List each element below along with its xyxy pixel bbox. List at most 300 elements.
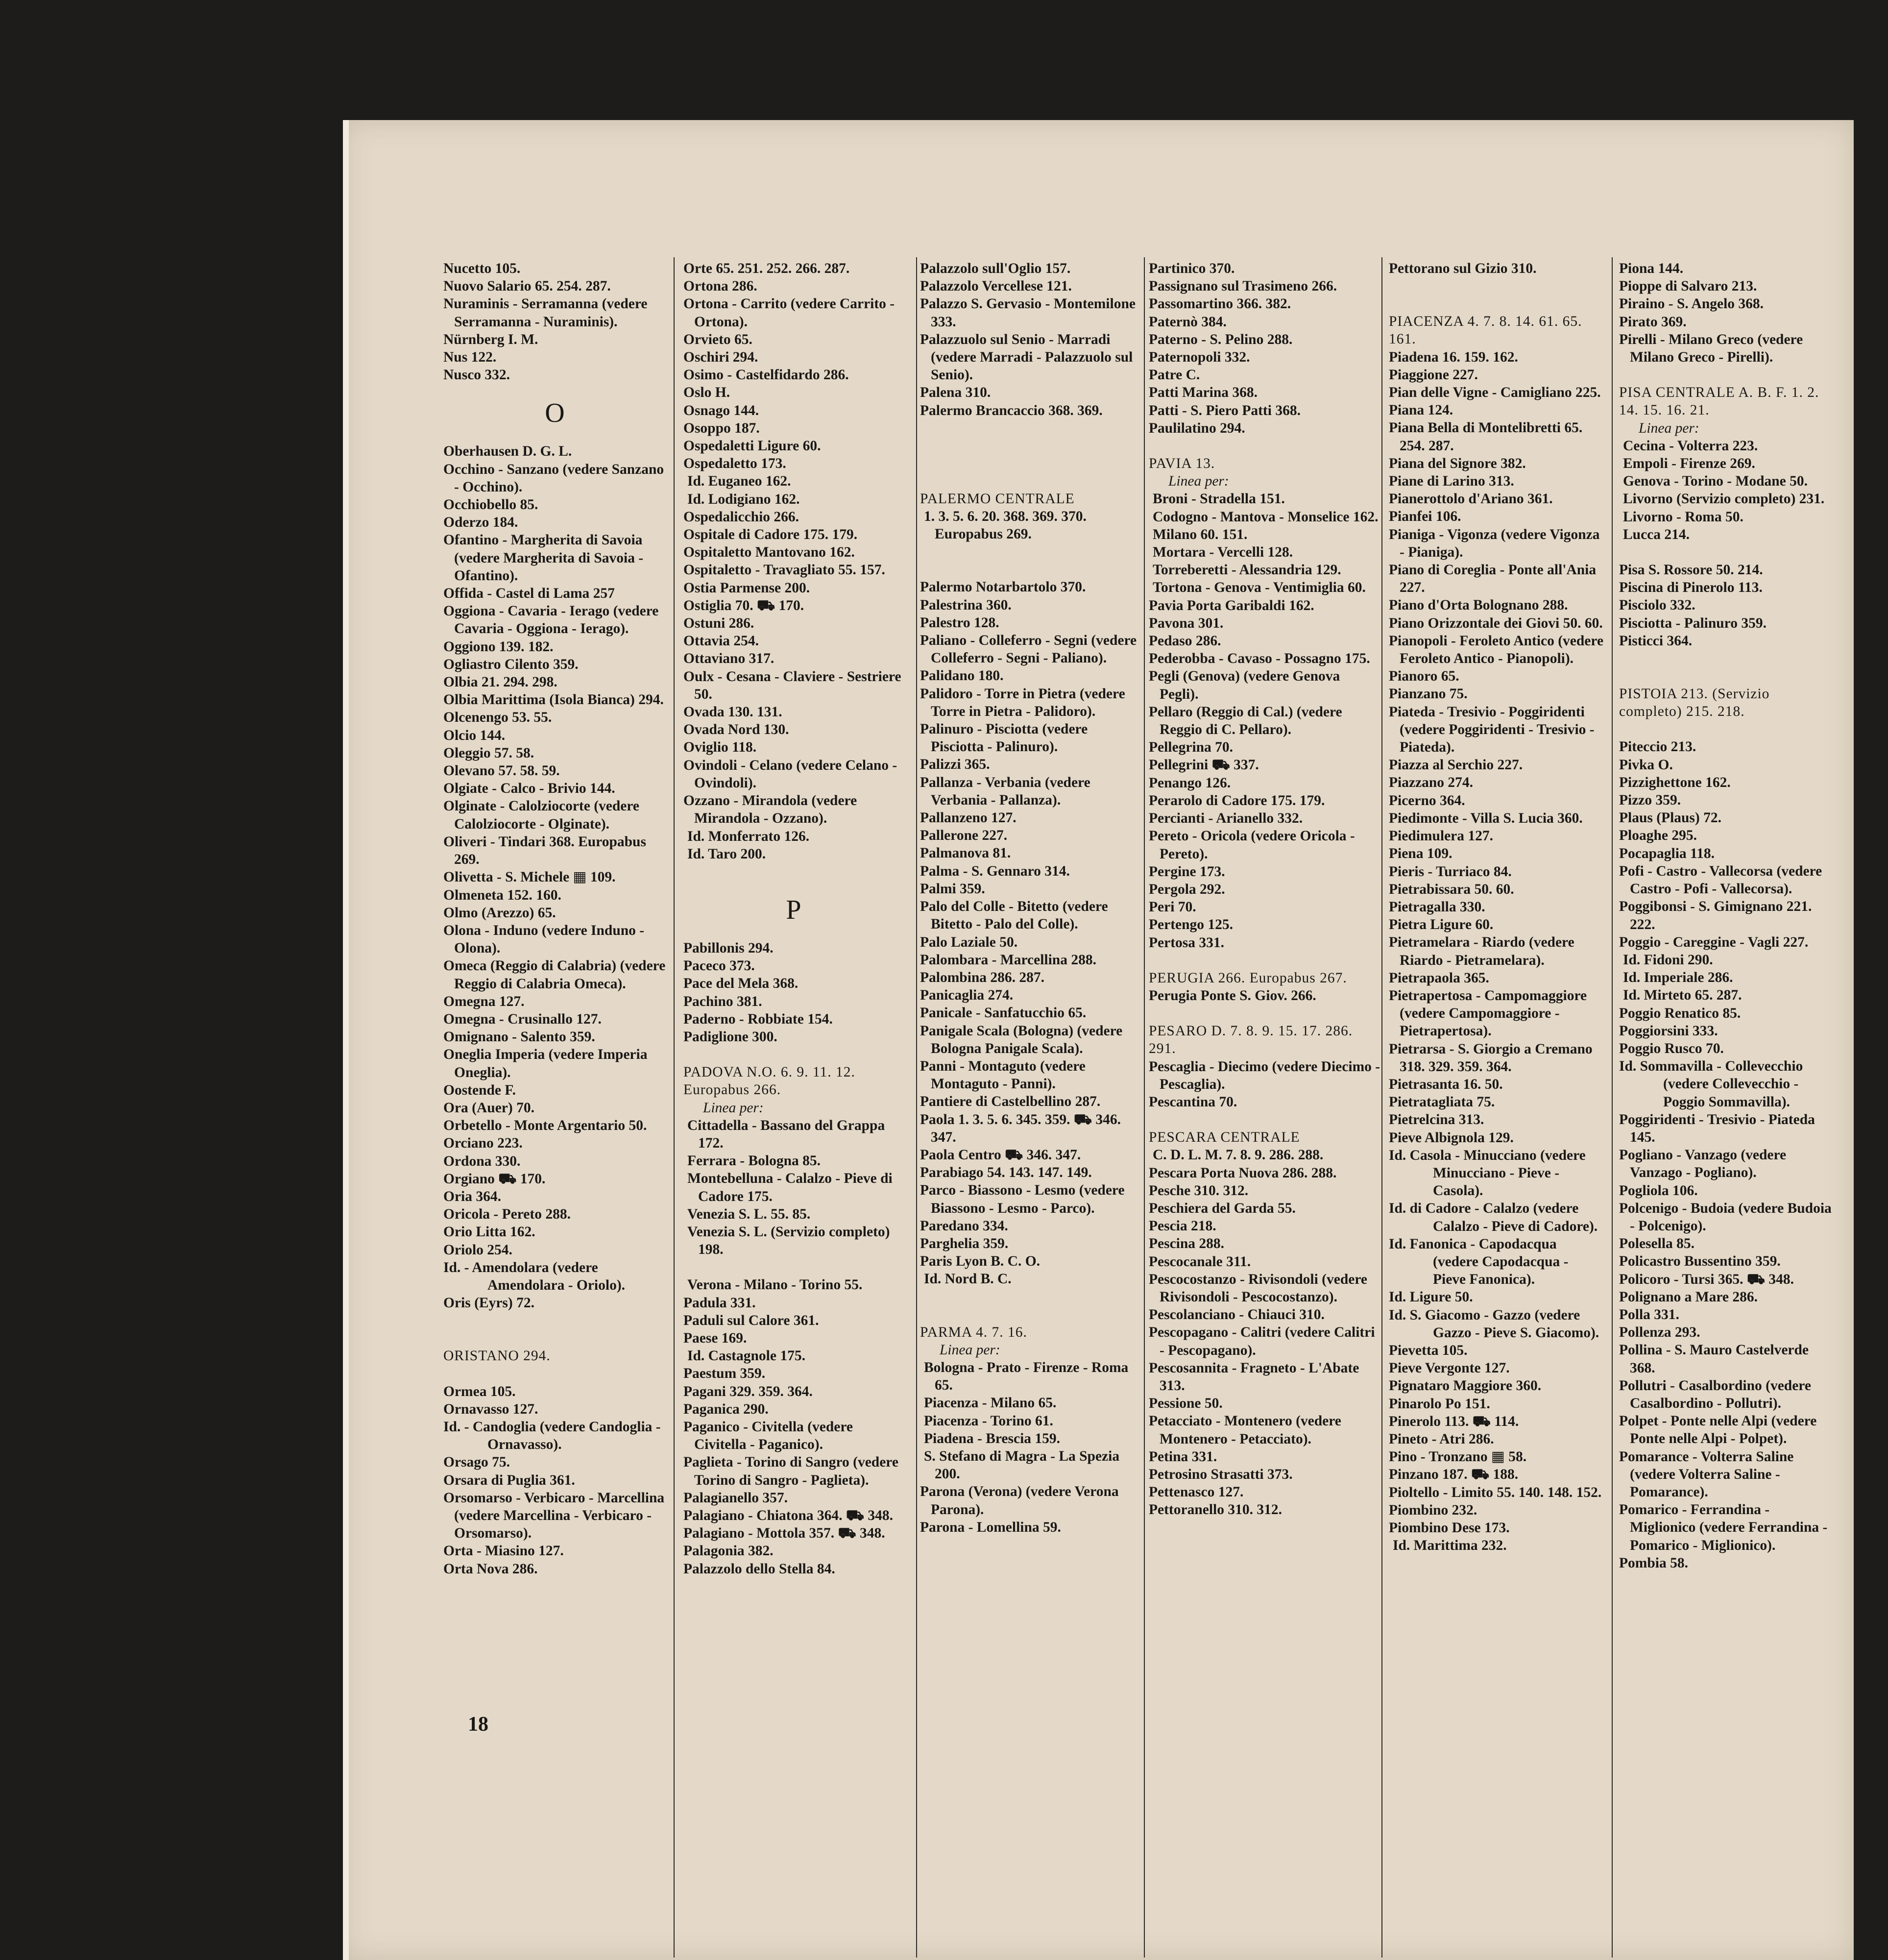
index-entry: Pietrapertosa - Campomaggiore (vedere Campomaggiore - Pietrapertosa). xyxy=(1389,987,1587,1039)
spacer xyxy=(1149,952,1381,969)
index-entry: Palazzo S. Gervasio - Montemilone 333. xyxy=(920,296,1136,330)
station-heading: PIACENZA 4. 7. 8. 14. 61. 65. 161. xyxy=(1389,314,1582,347)
index-entry: Orio Litta 162. xyxy=(443,1224,535,1240)
index-entry: Tortona - Genova - Ventimiglia 60. xyxy=(1153,580,1366,596)
index-column-1 xyxy=(443,260,666,1578)
column-rule xyxy=(916,257,917,1958)
index-entry: Piana Bella di Montelibretti 65. 254. 287. xyxy=(1389,420,1583,454)
index-entry: Pietragalla 330. xyxy=(1389,899,1485,915)
index-entry: Policoro - Tursi 365. ⛟ 348. xyxy=(1619,1271,1794,1287)
index-entry: Pavia Porta Garibaldi 162. xyxy=(1149,597,1314,613)
spacer xyxy=(1149,1004,1381,1022)
index-entry: Parco - Biassono - Lesmo (vedere Biassono - Lesmo - Parco). xyxy=(920,1182,1125,1216)
index-entry: Pesche 310. 312. xyxy=(1149,1182,1249,1199)
index-entry: Piena 109. xyxy=(1389,846,1452,862)
index-entry: Nucetto 105. xyxy=(443,261,521,276)
index-entry: Piano Orizzontale dei Giovi 50. 60. xyxy=(1389,615,1603,631)
index-entry: Oneglia Imperia (vedere Imperia Oneglia). xyxy=(443,1047,648,1080)
index-entry: Pescocostanzo - Rivisondoli (vedere Rivisondoli - Pescocostanzo). xyxy=(1149,1271,1367,1305)
index-entry: Pederobba - Cavaso - Possagno 175. xyxy=(1149,651,1370,667)
index-entry: Pivka O. xyxy=(1619,757,1673,773)
index-entry: Pollina - S. Mauro Castelverde 368. xyxy=(1619,1342,1809,1376)
index-entry: Pellegrina 70. xyxy=(1149,739,1234,756)
index-entry: Offida - Castel di Lama 257 xyxy=(443,586,615,602)
index-entry: Pietramelara - Riardo (vedere Riardo - Pietramelara). xyxy=(1389,934,1574,968)
index-entry: Padiglione 300. xyxy=(683,1029,777,1045)
index-entry: Paese 169. xyxy=(683,1330,747,1346)
index-entry: Olevano 57. 58. 59. xyxy=(443,763,560,779)
index-entry: Piano d'Orta Bolognano 288. xyxy=(1389,597,1568,613)
index-entry: Nuovo Salario 65. 254. 287. xyxy=(443,278,611,294)
index-entry: Orte 65. 251. 252. 266. 287. xyxy=(683,261,850,276)
index-entry: Palinuro - Pisciotta (vedere Pisciotta - Palinuro). xyxy=(920,721,1088,755)
index-entry: Pescara Porta Nuova 286. 288. xyxy=(1149,1165,1337,1181)
station-heading: PESARO D. 7. 8. 9. 15. 17. 286. 291. xyxy=(1149,1023,1353,1057)
index-entry: Palo Laziale 50. xyxy=(920,934,1018,950)
index-entry: Ovada 130. 131. xyxy=(683,704,782,720)
index-entry: Pomarico - Ferrandina - Miglionico (vedere Ferrandina - Pomarico - Miglionico). xyxy=(1619,1502,1828,1553)
index-entry: Pietrapaola 365. xyxy=(1389,970,1489,986)
index-entry: Paduli sul Calore 361. xyxy=(683,1312,819,1328)
index-entry: Ostia Parmense 200. xyxy=(683,580,810,596)
index-entry: Panni - Montaguto (vedere Montaguto - Panni). xyxy=(920,1058,1086,1092)
index-entry: Partinico 370. xyxy=(1149,261,1235,276)
index-entry: Pinzano 187. ⛟ 188. xyxy=(1389,1467,1519,1483)
index-entry: Pieve Vergonte 127. xyxy=(1389,1360,1510,1376)
index-entry: Pian delle Vigne - Camigliano 225. xyxy=(1389,385,1601,401)
line-label: Linea per: xyxy=(940,1342,1000,1358)
index-entry: Livorno - Roma 50. xyxy=(1623,509,1743,525)
index-entry: Pioppe di Salvaro 213. xyxy=(1619,278,1757,294)
index-entry: Pallerone 227. xyxy=(920,828,1008,844)
index-entry: Id. di Cadore - Calalzo (vedere Calalzo - Pieve di Cadore). xyxy=(1389,1200,1598,1234)
spacer xyxy=(683,863,904,881)
index-entry: Peri 70. xyxy=(1149,899,1196,915)
index-entry: Olginate - Calolziocorte (vedere Calolziocorte - Olginate). xyxy=(443,798,640,832)
index-entry: Poggiorsini 333. xyxy=(1619,1023,1718,1039)
index-entry: Palmi 359. xyxy=(920,881,985,897)
index-entry: Pianzano 75. xyxy=(1389,686,1468,702)
index-entry: Pofi - Castro - Vallecorsa (vedere Castro - Pofi - Vallecorsa). xyxy=(1619,863,1822,897)
index-entry: Pace del Mela 368. xyxy=(683,976,799,992)
index-entry: Poggio - Careggine - Vagli 227. xyxy=(1619,934,1809,950)
index-entry: Piedimonte - Villa S. Lucia 360. xyxy=(1389,810,1583,826)
spacer xyxy=(1149,437,1381,455)
index-entry: S. Stefano di Magra - La Spezia 200. xyxy=(924,1448,1120,1482)
index-entry: Paliano - Colleferro - Segni (vedere Colleferro - Segni - Paliano). xyxy=(920,633,1137,666)
index-entry: Orsara di Puglia 361. xyxy=(443,1472,575,1488)
index-entry: Penango 126. xyxy=(1149,775,1231,791)
index-entry: Piazzano 274. xyxy=(1389,775,1474,791)
index-entry: Pergola 292. xyxy=(1149,881,1225,897)
index-entry: Ferrara - Bologna 85. xyxy=(687,1153,821,1169)
index-entry: Ospedalicchio 266. xyxy=(683,509,799,525)
index-entry: Pisticci 364. xyxy=(1619,633,1693,649)
index-entry: Pieris - Turriaco 84. xyxy=(1389,863,1512,880)
index-entry: Panicale - Sanfatucchio 65. xyxy=(920,1005,1087,1021)
index-entry: Orta Nova 286. xyxy=(443,1561,538,1577)
section-letter: P xyxy=(786,894,801,925)
spacer xyxy=(1389,277,1604,313)
index-entry: Palazzolo dello Stella 84. xyxy=(683,1561,835,1577)
index-entry: Empoli - Firenze 269. xyxy=(1623,456,1755,472)
index-entry: Ospitaletto Mantovano 162. xyxy=(683,544,855,561)
index-entry: Pianiga - Vigonza (vedere Vigonza - Pianiga). xyxy=(1389,526,1600,560)
index-entry: Orbetello - Monte Argentario 50. xyxy=(443,1118,647,1134)
index-entry: Olivetta - S. Michele ▦ 109. xyxy=(443,869,616,885)
index-entry: Id. Monferrato 126. xyxy=(687,828,810,844)
index-entry: Paglieta - Torino di Sangro (vedere Torino di Sangro - Paglieta). xyxy=(683,1454,898,1488)
spacer xyxy=(683,1258,904,1276)
index-entry: Broni - Stradella 151. xyxy=(1153,491,1285,507)
spacer xyxy=(443,1365,666,1383)
index-entry: Mortara - Vercelli 128. xyxy=(1153,544,1293,561)
index-entry: Pettorano sul Gizio 310. xyxy=(1389,261,1537,276)
index-entry: Palombina 286. 287. xyxy=(920,969,1045,985)
index-entry: Palermo Notarbartolo 370. xyxy=(920,579,1086,595)
index-entry: Ospedaletto 173. xyxy=(683,456,786,472)
index-entry: 1. 3. 5. 6. 20. 368. 369. 370. Europabus 269. xyxy=(924,509,1087,542)
index-entry: Pescantina 70. xyxy=(1149,1094,1237,1110)
page-edge xyxy=(343,120,349,1960)
index-entry: Olmo (Arezzo) 65. xyxy=(443,905,556,921)
index-entry: Paterno - S. Pelino 288. xyxy=(1149,331,1293,347)
index-entry: Ozzano - Mirandola (vedere Mirandola - Ozzano). xyxy=(683,793,857,827)
index-entry: Pessione 50. xyxy=(1149,1396,1223,1412)
index-entry: Piedimulera 127. xyxy=(1389,828,1494,844)
index-entry: Pogliano - Vanzago (vedere Vanzago - Pogliano). xyxy=(1619,1147,1787,1181)
index-entry: Olgiate - Calco - Brivio 144. xyxy=(443,781,615,797)
index-entry: Pogliola 106. xyxy=(1619,1182,1698,1199)
index-entry: Pievetta 105. xyxy=(1389,1342,1468,1358)
index-entry: Pegli (Genova) (vedere Genova Pegli). xyxy=(1149,668,1340,702)
index-entry: Id. Euganeo 162. xyxy=(687,473,791,490)
index-entry: Panicaglia 274. xyxy=(920,987,1014,1004)
index-entry: Paris Lyon B. C. O. xyxy=(920,1253,1041,1270)
index-entry: Ora (Auer) 70. xyxy=(443,1100,534,1116)
index-entry: Palidoro - Torre in Pietra (vedere Torre in Pietra - Palidoro). xyxy=(920,686,1125,719)
index-entry: Parona (Verona) (vedere Verona Parona). xyxy=(920,1484,1119,1518)
index-entry: Oliveri - Tindari 368. Europabus 269. xyxy=(443,833,646,868)
index-entry: Orciano 223. xyxy=(443,1135,523,1152)
index-entry: Palagianello 357. xyxy=(683,1490,788,1506)
index-entry: Ormea 105. xyxy=(443,1383,516,1399)
index-entry: Olcio 144. xyxy=(443,727,506,743)
index-entry: Ogliastro Cilento 359. xyxy=(443,656,579,672)
index-entry: Oggiono 139. 182. xyxy=(443,638,554,655)
index-entry: Poggio Rusco 70. xyxy=(1619,1040,1724,1056)
station-heading: PAVIA 13. xyxy=(1149,456,1215,472)
index-entry: Pettenasco 127. xyxy=(1149,1484,1244,1500)
index-entry: Nus 122. xyxy=(443,349,497,366)
index-entry: Pisa S. Rossore 50. 214. xyxy=(1619,562,1763,578)
index-entry: Osoppo 187. xyxy=(683,420,760,436)
index-entry: Pescosannita - Fragneto - L'Abate 313. xyxy=(1149,1360,1359,1394)
index-entry: Pioltello - Limito 55. 140. 148. 152. xyxy=(1389,1484,1602,1500)
index-entry: Pieve Albignola 129. xyxy=(1389,1129,1514,1146)
index-entry: Pellegrini ⛟ 337. xyxy=(1149,757,1259,773)
index-entry: Id. Fanonica - Capodacqua (vedere Capodacqua - Pieve Fanonica). xyxy=(1389,1236,1569,1288)
index-entry: Id. Taro 200. xyxy=(687,846,766,862)
spacer xyxy=(1619,366,1835,384)
index-entry: Orta - Miasino 127. xyxy=(443,1543,564,1559)
index-entry: Genova - Torino - Modane 50. xyxy=(1623,473,1808,490)
index-entry: C. D. L. M. 7. 8. 9. 286. 288. xyxy=(1153,1147,1324,1163)
index-entry: Pombia 58. xyxy=(1619,1555,1688,1571)
index-entry: Piacenza - Milano 65. xyxy=(924,1395,1057,1411)
index-entry: Petacciato - Montenero (vedere Montenero - Petacciato). xyxy=(1149,1413,1341,1447)
index-entry: Paola Centro ⛟ 346. 347. xyxy=(920,1147,1081,1163)
index-entry: Pietrabissara 50. 60. xyxy=(1389,881,1514,897)
index-entry: Pomarance - Volterra Saline (vedere Volterra Saline - Pomarance). xyxy=(1619,1448,1794,1500)
index-entry: Passomartino 366. 382. xyxy=(1149,296,1291,312)
index-entry: Orgiano ⛟ 170. xyxy=(443,1171,546,1187)
index-entry: Plaus (Plaus) 72. xyxy=(1619,810,1721,826)
line-label: Linea per: xyxy=(703,1100,764,1116)
index-entry: Ottavia 254. xyxy=(683,633,759,649)
index-entry: Ploaghe 295. xyxy=(1619,828,1697,844)
index-entry: Policastro Bussentino 359. xyxy=(1619,1253,1781,1270)
index-entry: Pisciolo 332. xyxy=(1619,597,1695,613)
index-entry: Venezia S. L. 55. 85. xyxy=(687,1206,811,1222)
index-entry: Palagiano - Chiatona 364. ⛟ 348. xyxy=(683,1508,894,1523)
station-heading: PISA CENTRALE A. B. F. 1. 2. 14. 15. 16. 21. xyxy=(1619,385,1819,418)
index-entry: Id. Mirteto 65. 287. xyxy=(1623,987,1742,1004)
index-entry: Pescolanciano - Chiauci 310. xyxy=(1149,1307,1325,1323)
index-entry: Pinerolo 113. ⛟ 114. xyxy=(1389,1413,1519,1429)
index-entry: Piano di Coreglia - Ponte all'Ania 227. xyxy=(1389,562,1597,596)
index-entry: Ortona - Carrito (vedere Carrito - Ortona). xyxy=(683,296,895,330)
index-entry: Pedaso 286. xyxy=(1149,633,1221,649)
index-entry: Pavona 301. xyxy=(1149,615,1224,631)
index-entry: Pianerottolo d'Ariano 361. xyxy=(1389,491,1553,507)
index-entry: Omignano - Salento 359. xyxy=(443,1029,595,1045)
index-entry: Pietratagliata 75. xyxy=(1389,1094,1495,1110)
index-entry: Pescia 218. xyxy=(1149,1218,1216,1234)
index-entry: Pertosa 331. xyxy=(1149,934,1225,951)
index-entry: Nusco 332. xyxy=(443,367,510,383)
index-entry: Pineto - Atri 286. xyxy=(1389,1431,1494,1447)
index-entry: Milano 60. 151. xyxy=(1153,526,1248,542)
index-entry: Piadena - Brescia 159. xyxy=(924,1430,1061,1446)
index-entry: Oleggio 57. 58. xyxy=(443,745,534,761)
index-entry: Pizzo 359. xyxy=(1619,792,1681,808)
line-label: Linea per: xyxy=(1639,420,1699,436)
spacer xyxy=(920,1288,1143,1323)
index-entry: Pianfei 106. xyxy=(1389,509,1461,525)
index-entry: Omeca (Reggio di Calabria) (vedere Reggio di Calabria Omeca). xyxy=(443,958,666,992)
index-entry: Polignano a Mare 286. xyxy=(1619,1289,1758,1305)
index-entry: Id. Casola - Minucciano (vedere Minucciano - Pieve - Casola). xyxy=(1389,1147,1586,1199)
index-entry: Oviglio 118. xyxy=(683,739,757,756)
index-entry: Ostuni 286. xyxy=(683,615,754,632)
spacer xyxy=(920,419,1143,455)
index-entry: Pescina 288. xyxy=(1149,1236,1225,1252)
index-entry: Piazza al Serchio 227. xyxy=(1389,757,1523,773)
index-entry: Oris (Eyrs) 72. xyxy=(443,1295,534,1311)
index-entry: Oderzo 184. xyxy=(443,514,518,531)
spacer xyxy=(1619,650,1835,685)
column-rule xyxy=(1144,257,1145,1958)
index-entry: Ospitale di Cadore 175. 179. xyxy=(683,527,858,543)
index-entry: Palmanova 81. xyxy=(920,845,1011,861)
index-entry: Id. S. Giacomo - Gazzo (vedere Gazzo - Pieve S. Giacomo). xyxy=(1389,1307,1599,1341)
index-entry: Nuraminis - Serramanna (vedere Serramanna - Nuraminis). xyxy=(443,296,648,330)
index-entry: Pereto - Oricola (vedere Oricola - Pereto). xyxy=(1149,828,1355,862)
station-heading: PISTOIA 213. (Servizio completo) 215. 218. xyxy=(1619,686,1770,720)
index-entry: Venezia S. L. (Servizio completo) 198. xyxy=(687,1224,890,1258)
index-entry: Panigale Scala (Bologna) (vedere Bologna Panigale Scala). xyxy=(920,1023,1123,1056)
index-entry: Palena 310. xyxy=(920,385,991,401)
index-entry: Cecina - Volterra 223. xyxy=(1623,438,1758,454)
index-entry: Ospitaletto - Travagliato 55. 157. xyxy=(683,562,885,578)
index-entry: Id. Sommavilla - Collevecchio (vedere Collevecchio - Poggio Sommavilla). xyxy=(1619,1058,1803,1110)
index-entry: Paola 1. 3. 5. 6. 345. 359. ⛟ 346. 347. xyxy=(920,1111,1121,1145)
index-entry: Paternopoli 332. xyxy=(1149,349,1250,366)
index-column-6 xyxy=(1619,260,1835,1572)
index-entry: Oricola - Pereto 288. xyxy=(443,1206,571,1223)
index-column-3 xyxy=(920,260,1143,1536)
index-entry: Palermo Brancaccio 368. 369. xyxy=(920,402,1103,418)
index-entry: Olbia Marittima (Isola Bianca) 294. xyxy=(443,692,664,708)
index-entry: Pietrasanta 16. 50. xyxy=(1389,1076,1503,1092)
spacer xyxy=(920,455,1143,490)
index-entry: Pergine 173. xyxy=(1149,863,1225,880)
index-entry: Pescopagano - Calitri (vedere Calitri - Pescopagano). xyxy=(1149,1324,1375,1358)
index-entry: Ordona 330. xyxy=(443,1153,521,1169)
index-entry: Id. Ligure 50. xyxy=(1389,1289,1473,1305)
index-entry: Pellaro (Reggio di Cal.) (vedere Reggio di C. Pellaro). xyxy=(1149,704,1342,738)
index-entry: Codogno - Mantova - Monselice 162. xyxy=(1153,509,1379,525)
index-entry: Polla 331. xyxy=(1619,1306,1679,1323)
index-entry: Oulx - Cesana - Claviere - Sestriere 50. xyxy=(683,668,901,702)
index-entry: Percianti - Arianello 332. xyxy=(1149,810,1303,827)
station-heading: PESCARA CENTRALE xyxy=(1149,1129,1300,1146)
index-entry: Patre C. xyxy=(1149,367,1200,383)
index-entry: Pagani 329. 359. 364. xyxy=(683,1383,813,1399)
index-entry: Pollenza 293. xyxy=(1619,1324,1700,1341)
index-entry: Occhino - Sanzano (vedere Sanzano - Occhino). xyxy=(443,461,664,495)
index-entry: Ospedaletti Ligure 60. xyxy=(683,438,821,454)
index-entry: Pertengo 125. xyxy=(1149,917,1234,933)
index-entry: Patti Marina 368. xyxy=(1149,385,1258,401)
index-entry: Polesella 85. xyxy=(1619,1236,1695,1252)
index-entry: Poggiridenti - Tresivio - Piateda 145. xyxy=(1619,1111,1815,1145)
index-entry: Pachino 381. xyxy=(683,993,762,1009)
index-entry: Id. Imperiale 286. xyxy=(1623,970,1733,986)
index-entry: Montebelluna - Calalzo - Pieve di Cadore 175. xyxy=(687,1171,893,1204)
index-entry: Olbia 21. 294. 298. xyxy=(443,674,557,690)
index-entry: Ofantino - Margherita di Savoia (vedere Margherita di Savoia - Ofantino). xyxy=(443,532,644,584)
station-heading: PALERMO CENTRALE xyxy=(920,490,1075,507)
index-entry: Piona 144. xyxy=(1619,261,1684,276)
index-entry: Poggio Renatico 85. xyxy=(1619,1005,1741,1021)
index-entry: Oslo H. xyxy=(683,385,730,401)
index-entry: Paganico - Civitella (vedere Civitella - Paganico). xyxy=(683,1419,853,1453)
index-entry: Ornavasso 127. xyxy=(443,1401,538,1417)
index-entry: Pignataro Maggiore 360. xyxy=(1389,1378,1542,1394)
index-entry: Perugia Ponte S. Giov. 266. xyxy=(1149,987,1316,1004)
index-entry: Bologna - Prato - Firenze - Roma 65. xyxy=(924,1359,1129,1394)
index-entry: Occhiobello 85. xyxy=(443,497,538,513)
index-entry: Pietrarsa - S. Giorgio a Cremano 318. 329. 359. 364. xyxy=(1389,1041,1593,1075)
index-entry: Id. Marittima 232. xyxy=(1393,1538,1507,1554)
index-entry: Parghelia 359. xyxy=(920,1235,1009,1251)
page-number: 18 xyxy=(468,1713,488,1736)
index-entry: Palidano 180. xyxy=(920,668,1004,684)
index-entry: Polcenigo - Budoia (vedere Budoia - Polcenigo). xyxy=(1619,1200,1832,1234)
index-entry: Palombara - Marcellina 288. xyxy=(920,952,1096,968)
index-entry: Olmeneta 152. 160. xyxy=(443,887,561,903)
index-entry: Osnago 144. xyxy=(683,402,759,418)
index-entry: Pino - Tronzano ▦ 58. xyxy=(1389,1449,1527,1465)
index-entry: Ovindoli - Celano (vedere Celano - Ovindoli). xyxy=(683,757,897,791)
index-entry: Piana del Signore 382. xyxy=(1389,455,1526,471)
index-entry: Palagiano - Mottola 357. ⛟ 348. xyxy=(683,1525,885,1542)
index-entry: Piombino Dese 173. xyxy=(1389,1520,1510,1536)
column-rule xyxy=(1381,257,1382,1958)
index-entry: Pocapaglia 118. xyxy=(1619,845,1715,861)
index-entry: Ottaviano 317. xyxy=(683,651,775,667)
section-letter: O xyxy=(545,398,565,429)
index-entry: Palestrina 360. xyxy=(920,597,1012,613)
index-entry: Pallanzeno 127. xyxy=(920,810,1017,826)
index-entry: Palma - S. Gennaro 314. xyxy=(920,863,1070,879)
spacer xyxy=(1619,543,1835,561)
index-entry: Piacenza - Torino 61. xyxy=(924,1413,1053,1429)
index-entry: Palagonia 382. xyxy=(683,1543,774,1559)
station-heading: PERUGIA 266. Europabus 267. xyxy=(1149,970,1347,986)
index-entry: Orsago 75. xyxy=(443,1454,510,1470)
index-entry: Ortona 286. xyxy=(683,278,757,294)
index-entry: Pirato 369. xyxy=(1619,314,1687,330)
index-column-4 xyxy=(1149,260,1381,1519)
index-entry: Piateda - Tresivio - Poggiridenti (vedere Poggiridenti - Tresivio - Piateda). xyxy=(1389,704,1595,756)
line-label: Linea per: xyxy=(1168,473,1229,490)
spacer xyxy=(443,1312,666,1347)
index-entry: Oria 364. xyxy=(443,1188,501,1204)
index-entry: Ovada Nord 130. xyxy=(683,722,789,738)
index-entry: Piane di Larino 313. xyxy=(1389,473,1514,490)
index-entry: Petina 331. xyxy=(1149,1448,1217,1465)
index-entry: Paceco 373. xyxy=(683,958,755,974)
index-entry: Pallanza - Verbania (vedere Verbania - Pallanza). xyxy=(920,774,1090,808)
index-entry: Piteccio 213. xyxy=(1619,739,1696,755)
index-entry: Paredano 334. xyxy=(920,1218,1008,1234)
index-entry: Piombino 232. xyxy=(1389,1502,1477,1518)
index-entry: Paulilatino 294. xyxy=(1149,420,1245,436)
index-entry: Palestro 128. xyxy=(920,614,999,631)
index-entry: Verona - Milano - Torino 55. xyxy=(687,1277,863,1293)
index-entry: Oriolo 254. xyxy=(443,1242,512,1258)
index-entry: Piaggione 227. xyxy=(1389,367,1478,383)
index-entry: Palazzolo sull'Oglio 157. xyxy=(920,261,1071,276)
index-entry: Orsomarso - Verbicaro - Marcellina (vedere Marcellina - Verbicaro - Orsomarso). xyxy=(443,1490,665,1542)
index-entry: Piana 124. xyxy=(1389,402,1453,418)
index-entry: Paternò 384. xyxy=(1149,314,1227,330)
index-entry: Pantiere di Castelbellino 287. xyxy=(920,1094,1101,1110)
index-entry: Pirelli - Milano Greco (vedere Milano Greco - Pirelli). xyxy=(1619,331,1803,366)
index-entry: Padula 331. xyxy=(683,1295,756,1311)
spacer xyxy=(1149,1111,1381,1128)
index-entry: Pietrelcina 313. xyxy=(1389,1112,1484,1128)
index-entry: Livorno (Servizio completo) 231. xyxy=(1623,491,1825,507)
index-entry: Osimo - Castelfidardo 286. xyxy=(683,367,849,383)
index-entry: Parabiago 54. 143. 147. 149. xyxy=(920,1165,1092,1181)
index-entry: Paderno - Robbiate 154. xyxy=(683,1011,833,1027)
index-entry: Pizzighettone 162. xyxy=(1619,774,1731,790)
index-entry: Id. Nord B. C. xyxy=(924,1271,1012,1287)
